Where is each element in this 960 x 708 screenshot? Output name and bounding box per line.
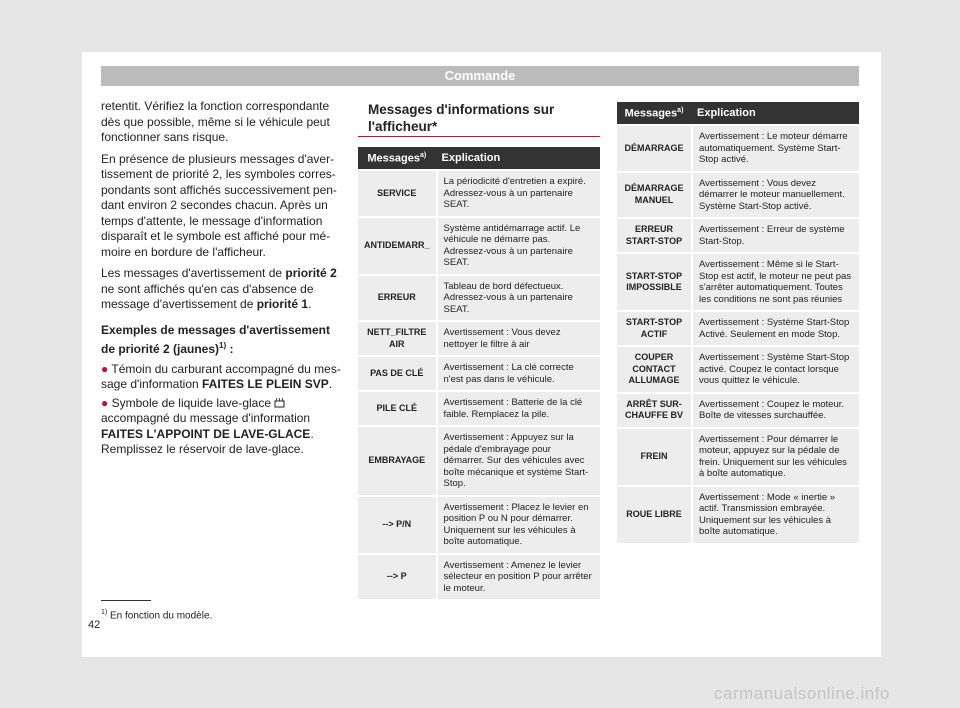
bullet-item: ● Symbole de liquide lave-glace accompagné du message d'information FAITES L'APPOINT DE LAVE-GLACE. Remplissez le réservoir de lave-glace. xyxy=(101,395,314,456)
message-explanation: Avertissement : Même si le Start-Stop est actif, le moteur ne peut pas s'arrêter automatiquement. Toutes les conditions ne sont pas réunies xyxy=(691,254,859,310)
paragraph: Les messages d'avertissement de priorité 2 ne sont affichés qu'en cas d'absence de message d'avertissement de priorité 1. xyxy=(101,266,337,311)
table-row xyxy=(617,312,859,345)
message-code: ERREUR START-STOP xyxy=(617,219,691,252)
bullet-item: ● Témoin du carburant accompagné du message d'information FAITES LE PLEIN SVP. xyxy=(101,361,341,391)
message-code: ERREUR xyxy=(358,276,436,321)
paragraph: En présence de plusieurs messages d'avertissement de priorité 2, les symboles correspondants sont affichés successivement pendant environ 2 secondes chacun. Après un temps d'attente, le message d'information disparaît et le symbole est affiché pour mémoire en bordure de l'afficheur. xyxy=(101,151,337,259)
message-code: ANTIDEMARR_ xyxy=(358,218,436,274)
table-row xyxy=(617,429,859,485)
watermark: carmanualsonline.info xyxy=(714,684,890,703)
column-header-messages: Messages$^{a)}$ xyxy=(617,102,691,124)
message-explanation: Avertissement : Erreur de système Start-Stop. xyxy=(691,219,859,252)
table-row xyxy=(358,276,600,321)
message-code: COUPER CONTACT ALLUMAGE xyxy=(617,347,691,392)
table-row xyxy=(358,171,600,216)
left-column xyxy=(101,99,341,464)
message-code: NETT_FILTRE AIR xyxy=(358,322,436,355)
message-explanation: Avertissement : Amenez le levier sélecteur en position P pour arrêter le moteur. xyxy=(436,555,600,600)
message-explanation: La périodicité d'entretien a expiré. Adressez-vous à un partenaire SEAT. xyxy=(436,171,600,216)
message-explanation: Avertissement : Pour démarrer le moteur, appuyez sur la pédale de frein. Uniquement sur les véhicules à boîte automatique. xyxy=(691,429,859,485)
page-number: 42 xyxy=(88,619,101,631)
message-explanation: Système antidémarrage actif. Le véhicule ne démarre pas. Adressez-vous à un partenaire SEAT. xyxy=(436,218,600,274)
table-header-row xyxy=(358,147,600,169)
message-code: DÉMARRAGE MANUEL xyxy=(617,173,691,218)
message-code: --> P/N xyxy=(358,497,436,553)
column-header-explication: Explication xyxy=(436,147,600,169)
table-row xyxy=(358,497,600,553)
table-row xyxy=(617,126,859,171)
subheading: Exemples de messages d'avertissement de priorité 2 (jaunes)$^{1)}$ : xyxy=(101,322,330,356)
table-row xyxy=(617,394,859,427)
table-row xyxy=(617,173,859,218)
message-explanation: Avertissement : Vous devez démarrer le moteur manuellement. Système Start-Stop activé. xyxy=(691,173,859,218)
page-header: Commande xyxy=(101,66,859,86)
messages-table-1 xyxy=(358,145,600,601)
table-row xyxy=(617,219,859,252)
message-explanation: Tableau de bord défectueux. Adressez-vous à un partenaire SEAT. xyxy=(436,276,600,321)
message-explanation: Avertissement : La clé correcte n'est pas dans le véhicule. xyxy=(436,357,600,390)
table-header-row xyxy=(617,102,859,124)
table-row xyxy=(358,392,600,425)
table-row xyxy=(617,487,859,543)
message-code: PAS DE CLÉ xyxy=(358,357,436,390)
paragraph: retentit. Vérifiez la fonction correspondante dès que possible, même si le véhicule peut fonctionner sans risque. xyxy=(101,99,330,144)
message-code: DÉMARRAGE xyxy=(617,126,691,171)
message-explanation: Avertissement : Appuyez sur la pédale d'embrayage pour démarrer. Sur des véhicules avec boîte mécanique et système Start-Stop. xyxy=(436,427,600,495)
section-divider xyxy=(358,136,600,137)
column-header-messages: Messages$^{a)}$ xyxy=(358,147,436,169)
message-explanation: Avertissement : Système Start-Stop activé. Coupez le contact lorsque vous quittez le véhicule. xyxy=(691,347,859,392)
message-explanation: Avertissement : Système Start-Stop Activé. Seulement en mode Stop. xyxy=(691,312,859,345)
table-row xyxy=(358,218,600,274)
message-code: ROUE LIBRE xyxy=(617,487,691,543)
washer-fluid-icon xyxy=(274,397,285,408)
table-row xyxy=(358,555,600,600)
footnote: $^{1)}$ En fonction du modèle. xyxy=(101,609,213,622)
message-explanation: Avertissement : Batterie de la clé faible. Remplacez la pile. xyxy=(436,392,600,425)
message-code: ARRÊT SURCHAUFFE BV xyxy=(617,394,691,427)
message-code: PILE CLÉ xyxy=(358,392,436,425)
column-header-explication: Explication xyxy=(691,102,859,124)
message-explanation: Avertissement : Le moteur démarre automatiquement. Système Start-Stop activé. xyxy=(691,126,859,171)
table-row xyxy=(358,357,600,390)
message-code: EMBRAYAGE xyxy=(358,427,436,495)
footnote-divider xyxy=(101,600,151,601)
message-code: SERVICE xyxy=(358,171,436,216)
message-code: --> P xyxy=(358,555,436,600)
messages-table-2 xyxy=(617,100,859,545)
section-title: Messages d'informations sur l'afficheur* xyxy=(368,102,555,134)
message-code: START-STOP ACTIF xyxy=(617,312,691,345)
message-explanation: Avertissement : Vous devez nettoyer le filtre à air xyxy=(436,322,600,355)
table-row xyxy=(617,347,859,392)
message-explanation: Avertissement : Placez le levier en position P ou N pour démarrer. Uniquement sur les véhicules à boîte automatique. xyxy=(436,497,600,553)
message-explanation: Avertissement : Mode « inertie » actif. Transmission embrayée. Uniquement sur les véhicules à boîte automatique. xyxy=(691,487,859,543)
table-row xyxy=(358,322,600,355)
table-row xyxy=(358,427,600,495)
message-explanation: Avertissement : Coupez le moteur. Boîte de vitesses surchauffée. xyxy=(691,394,859,427)
table-row xyxy=(617,254,859,310)
message-code: FREIN xyxy=(617,429,691,485)
message-code: START-STOP IMPOSSIBLE xyxy=(617,254,691,310)
